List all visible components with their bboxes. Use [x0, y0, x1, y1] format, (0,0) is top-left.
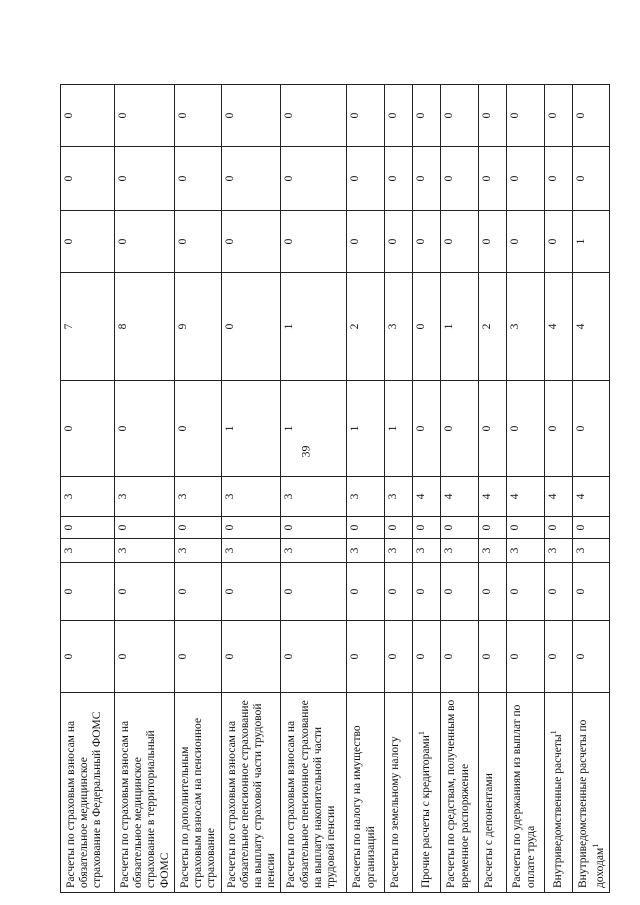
code-digit-cell: 0	[441, 381, 479, 477]
account-name: Прочие расчеты с кредиторами	[420, 735, 433, 888]
code-digit-cell: 0	[221, 621, 281, 693]
account-name-cell	[413, 693, 441, 893]
code-digit-cell: 0	[115, 381, 175, 477]
code-digit-cell: 3	[479, 539, 507, 563]
code-digit-cell: 0	[174, 85, 221, 147]
code-digit-cell: 0	[413, 621, 441, 693]
code-digit-cell: 1	[281, 273, 347, 381]
account-name-cell	[545, 693, 573, 893]
code-digit-cell: 3	[174, 539, 221, 563]
code-digit-cell: 0	[385, 85, 413, 147]
code-digit-cell: 0	[347, 563, 385, 621]
code-digit-cell: 3	[347, 539, 385, 563]
code-digit-cell: 4	[573, 273, 609, 381]
code-digit-cell: 0	[61, 517, 115, 539]
code-digit-cell: 0	[174, 563, 221, 621]
table-row	[281, 85, 347, 893]
code-digit-cell: 0	[174, 381, 221, 477]
table-row	[347, 85, 385, 893]
code-digit-cell: 2	[479, 273, 507, 381]
account-name: Расчеты по страховым взносам на обязательное медицинское страхование в территориальный ФОМС	[119, 720, 171, 888]
code-digit-cell: 0	[281, 147, 347, 211]
code-digit-cell: 3	[61, 539, 115, 563]
code-digit-cell: 3	[545, 539, 573, 563]
code-digit-cell: 0	[441, 563, 479, 621]
code-digit-cell: 4	[507, 477, 545, 517]
code-digit-cell: 0	[413, 381, 441, 477]
code-digit-cell: 4	[545, 273, 573, 381]
code-digit-cell: 0	[441, 621, 479, 693]
table-row	[385, 85, 413, 893]
code-digit-cell: 0	[573, 621, 609, 693]
code-digit-cell: 7	[61, 273, 115, 381]
code-digit-cell: 0	[115, 621, 175, 693]
code-digit-cell: 4	[545, 477, 573, 517]
code-digit-cell: 0	[174, 517, 221, 539]
code-digit-cell: 0	[221, 211, 281, 273]
account-name-cell	[347, 693, 385, 893]
code-digit-cell: 0	[221, 85, 281, 147]
code-digit-cell: 0	[281, 517, 347, 539]
code-digit-cell: 3	[115, 539, 175, 563]
code-digit-cell: 3	[347, 477, 385, 517]
code-digit-cell: 0	[174, 621, 221, 693]
code-digit-cell: 0	[479, 85, 507, 147]
code-digit-cell: 0	[441, 517, 479, 539]
code-digit-cell: 3	[61, 477, 115, 517]
code-digit-cell: 0	[61, 211, 115, 273]
code-digit-cell: 3	[174, 477, 221, 517]
code-digit-cell: 3	[221, 539, 281, 563]
code-digit-cell: 0	[573, 563, 609, 621]
code-digit-cell: 0	[545, 381, 573, 477]
code-digit-cell: 0	[573, 517, 609, 539]
code-digit-cell: 0	[479, 563, 507, 621]
account-name: Расчеты по земельному налогу	[389, 736, 402, 888]
table-row	[441, 85, 479, 893]
code-digit-cell: 0	[61, 85, 115, 147]
code-digit-cell: 1	[281, 381, 347, 477]
code-digit-cell: 3	[507, 539, 545, 563]
code-digit-cell: 1	[441, 273, 479, 381]
account-name: Расчеты по страховым взносам на обязательное медицинское страхование в Федеральный ФОМС	[65, 711, 104, 888]
table-row	[115, 85, 175, 893]
code-digit-cell: 0	[115, 517, 175, 539]
footnote-mark: 1	[549, 730, 559, 735]
code-digit-cell: 0	[61, 147, 115, 211]
account-name-cell	[573, 693, 609, 893]
table-row	[479, 85, 507, 893]
code-digit-cell: 4	[573, 477, 609, 517]
code-digit-cell: 3	[385, 477, 413, 517]
code-digit-cell: 0	[174, 211, 221, 273]
code-digit-cell: 0	[479, 517, 507, 539]
code-digit-cell: 0	[507, 563, 545, 621]
code-digit-cell: 0	[479, 211, 507, 273]
code-digit-cell: 0	[115, 85, 175, 147]
account-name: Расчеты с депонентами	[483, 773, 496, 888]
code-digit-cell: 0	[413, 211, 441, 273]
code-digit-cell: 0	[413, 517, 441, 539]
code-digit-cell: 0	[385, 517, 413, 539]
code-digit-cell: 0	[221, 273, 281, 381]
code-digit-cell: 0	[507, 621, 545, 693]
code-digit-cell: 0	[385, 147, 413, 211]
code-digit-cell: 0	[441, 211, 479, 273]
code-digit-cell: 0	[507, 517, 545, 539]
code-digit-cell: 0	[221, 563, 281, 621]
account-name-cell	[281, 693, 347, 893]
code-digit-cell: 0	[221, 517, 281, 539]
code-digit-cell: 0	[507, 381, 545, 477]
code-digit-cell: 8	[115, 273, 175, 381]
table-wrap	[60, 85, 606, 893]
account-name-cell	[385, 693, 413, 893]
account-name: Внутриведомственные расчеты по доходам	[577, 719, 606, 888]
code-digit-cell: 0	[573, 147, 609, 211]
code-digit-cell: 2	[347, 273, 385, 381]
table-body	[61, 85, 610, 893]
account-name-cell	[479, 693, 507, 893]
code-digit-cell: 3	[281, 539, 347, 563]
code-digit-cell: 0	[347, 147, 385, 211]
code-digit-cell: 0	[347, 85, 385, 147]
code-digit-cell: 0	[413, 147, 441, 211]
code-digit-cell: 0	[174, 147, 221, 211]
footnote-mark: 1	[417, 731, 427, 736]
footnote-mark: 1	[590, 843, 600, 848]
account-name-cell	[174, 693, 221, 893]
account-name-cell	[221, 693, 281, 893]
code-digit-cell: 3	[441, 539, 479, 563]
code-digit-cell: 0	[573, 85, 609, 147]
code-digit-cell: 1	[385, 381, 413, 477]
code-digit-cell: 3	[573, 539, 609, 563]
code-digit-cell: 0	[545, 85, 573, 147]
account-name: Расчеты по налогу на имущество организаций	[351, 725, 377, 888]
code-digit-cell: 4	[413, 477, 441, 517]
code-digit-cell: 0	[507, 211, 545, 273]
code-digit-cell: 0	[385, 621, 413, 693]
account-name-cell	[115, 693, 175, 893]
page-number: 39	[298, 445, 313, 458]
code-digit-cell: 0	[115, 147, 175, 211]
account-name: Расчеты по удержаниям из выплат по оплате труда	[511, 704, 537, 888]
code-digit-cell: 0	[545, 211, 573, 273]
code-digit-cell: 0	[441, 147, 479, 211]
account-name-cell	[441, 693, 479, 893]
account-name-cell	[61, 693, 115, 893]
code-digit-cell: 0	[385, 211, 413, 273]
code-digit-cell: 3	[281, 477, 347, 517]
code-digit-cell: 0	[61, 621, 115, 693]
code-digit-cell: 4	[441, 477, 479, 517]
table-row	[545, 85, 573, 893]
code-digit-cell: 0	[61, 381, 115, 477]
code-digit-cell: 0	[545, 563, 573, 621]
code-digit-cell: 0	[347, 621, 385, 693]
code-digit-cell: 0	[413, 273, 441, 381]
code-digit-cell: 0	[115, 211, 175, 273]
code-digit-cell: 0	[281, 621, 347, 693]
account-name: Внутриведомственные расчеты	[552, 734, 565, 888]
code-digit-cell: 0	[61, 563, 115, 621]
code-digit-cell: 3	[115, 477, 175, 517]
code-digit-cell: 3	[413, 539, 441, 563]
table-row	[507, 85, 545, 893]
account-name: Расчеты по страховым взносам на обязательное пенсионное страхование на выплату накопительной части трудовой пенсии	[285, 700, 338, 888]
rotated-page	[60, 85, 606, 893]
code-digit-cell: 0	[413, 85, 441, 147]
code-digit-cell: 0	[385, 563, 413, 621]
code-digit-cell: 0	[413, 563, 441, 621]
code-digit-cell: 0	[281, 563, 347, 621]
table-row	[573, 85, 609, 893]
table-row	[413, 85, 441, 893]
table-row	[221, 85, 281, 893]
code-digit-cell: 3	[221, 477, 281, 517]
code-digit-cell: 0	[281, 211, 347, 273]
code-digit-cell: 0	[545, 517, 573, 539]
account-codes-table	[60, 84, 610, 893]
table-row	[174, 85, 221, 893]
code-digit-cell: 0	[115, 563, 175, 621]
code-digit-cell: 1	[221, 381, 281, 477]
code-digit-cell: 0	[573, 381, 609, 477]
account-name: Расчеты по дополнительным страховым взносам на пенсионное страхование	[178, 717, 218, 888]
account-name: Расчеты по средствам, полученным во временное распоряжение	[445, 699, 471, 888]
code-digit-cell: 0	[479, 381, 507, 477]
code-digit-cell: 0	[545, 621, 573, 693]
code-digit-cell: 0	[221, 147, 281, 211]
code-digit-cell: 0	[479, 621, 507, 693]
account-name: Расчеты по страховым взносам на обязательное пенсионное страхование на выплату страховой части трудовой пенсии	[225, 700, 278, 888]
account-name-cell	[507, 693, 545, 893]
code-digit-cell: 0	[507, 85, 545, 147]
code-digit-cell: 1	[573, 211, 609, 273]
code-digit-cell: 4	[479, 477, 507, 517]
code-digit-cell: 3	[385, 539, 413, 563]
code-digit-cell: 0	[545, 147, 573, 211]
code-digit-cell: 0	[441, 85, 479, 147]
code-digit-cell: 3	[385, 273, 413, 381]
code-digit-cell: 9	[174, 273, 221, 381]
code-digit-cell: 0	[347, 211, 385, 273]
code-digit-cell: 0	[507, 147, 545, 211]
code-digit-cell: 0	[479, 147, 507, 211]
code-digit-cell: 0	[281, 85, 347, 147]
table-row	[61, 85, 115, 893]
code-digit-cell: 3	[507, 273, 545, 381]
code-digit-cell: 0	[347, 517, 385, 539]
code-digit-cell: 1	[347, 381, 385, 477]
